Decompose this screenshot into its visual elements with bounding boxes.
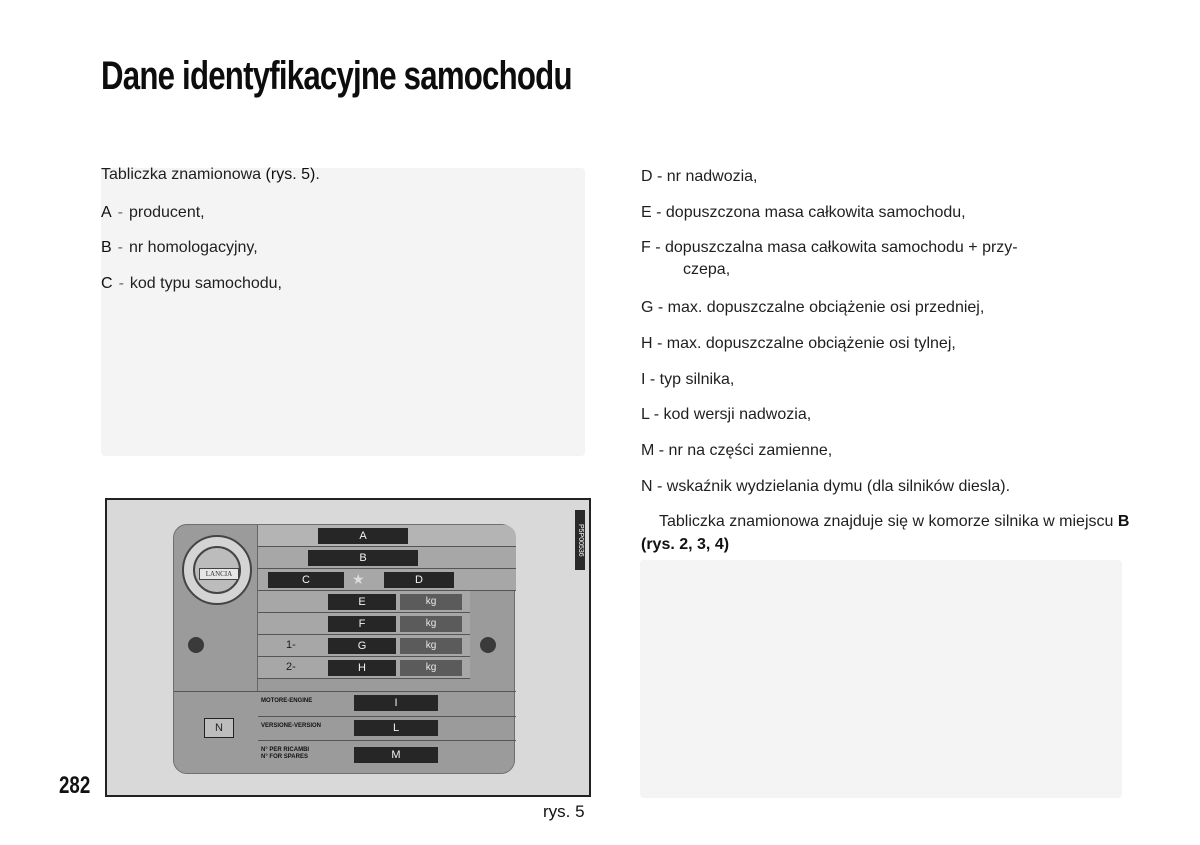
item-text: nr nadwozia,: [666, 168, 758, 185]
kg-unit: kg: [400, 594, 462, 610]
list-item-n: N - wskaźnik wydzielania dymu (dla silników diesla).: [641, 478, 1011, 495]
note-figure-ref: B (rys. 2, 3, 4): [641, 513, 1130, 553]
item-text: kod typu samochodu,: [129, 275, 282, 292]
item-text: nr na części zamienne,: [668, 442, 833, 459]
list-item-h: H - max. dopuszczalne obciążenie osi tylnej,: [641, 335, 956, 352]
plate-row-f: [258, 613, 470, 635]
list-item-a: A - producent,: [101, 204, 205, 221]
screw-icon: [188, 637, 204, 653]
plate-row-c-d: [258, 569, 516, 591]
item-text: typ silnika,: [659, 371, 735, 388]
figure-code: P5P00536: [575, 510, 585, 570]
item-text: max. dopuszczalne obciążenie osi tylnej,: [666, 335, 956, 352]
list-item-f: F - dopuszczalna masa całkowita samochodu + przy- czepa,: [641, 237, 1131, 281]
plate-field-h: H: [328, 660, 396, 676]
engine-label: MOTORE-ENGINE: [261, 698, 313, 704]
item-text: nr homologacyjny,: [129, 239, 258, 256]
page-number: 282: [59, 772, 91, 799]
kg-unit: kg: [400, 660, 462, 676]
item-letter: C: [101, 275, 113, 292]
list-item-e: E - dopuszczona masa całkowita samochodu,: [641, 204, 966, 221]
intro-text: [101, 166, 320, 184]
plate-row-g: [258, 635, 470, 657]
plate-field-n: N: [204, 718, 234, 738]
plate-field-c: C: [268, 572, 344, 588]
plate-logo-area: [174, 525, 258, 691]
star-icon: ★: [352, 571, 365, 587]
plate-row-engine: [258, 692, 516, 714]
list-item-d: D - nr nadwozia,: [641, 168, 758, 185]
intro-end: .: [315, 166, 320, 183]
plate-row-e: [258, 591, 470, 613]
list-item-c: C - kod typu samochodu,: [101, 275, 282, 292]
intro-label: Tabliczka znamionowa: [101, 166, 266, 183]
list-item-g: G - max. dopuszczalne obciążenie osi przedniej,: [641, 299, 985, 316]
axle-1-label: 1-: [286, 639, 296, 651]
plate-field-m: M: [354, 747, 438, 763]
list-item-l: L - kod wersji nadwozia,: [641, 406, 812, 423]
plate-row-spares: [258, 740, 516, 770]
plate-row-b: [258, 547, 516, 569]
item-text: kod wersji nadwozia,: [663, 406, 812, 423]
item-text-continued: czepa,: [683, 261, 731, 278]
bleed-through-right: [640, 560, 1122, 798]
figure-caption: rys. 5: [543, 802, 585, 821]
plate-field-a: A: [318, 528, 408, 544]
list-item-m: M - nr na części zamienne,: [641, 442, 833, 459]
item-letter: A: [101, 204, 112, 221]
version-label: VERSIONE-VERSION: [261, 723, 322, 729]
identification-plate-figure: [105, 498, 591, 797]
item-text: dopuszczona masa całkowita samochodu,: [665, 204, 966, 221]
identification-plate: [173, 524, 515, 774]
item-text: dopuszczalna masa całkowita samochodu + przy-: [665, 239, 1018, 256]
list-item-b: B - nr homologacyjny,: [101, 239, 258, 256]
screw-icon: [480, 637, 496, 653]
note-text: Tabliczka znamionowa znajduje się w komorze silnika w miejscu: [659, 513, 1118, 530]
lancia-logo-icon: [182, 535, 252, 605]
item-text: wskaźnik wydzielania dymu (dla silników diesla).: [666, 478, 1011, 495]
kg-unit: kg: [400, 616, 462, 632]
list-item-i: I - typ silnika,: [641, 371, 735, 388]
item-letter: B: [101, 239, 112, 256]
plate-field-d: D: [384, 572, 454, 588]
plate-lower-section: [174, 691, 516, 775]
item-text: producent,: [129, 204, 205, 221]
spares-label: N° PER RICAMBI N° FOR SPARES: [261, 747, 310, 760]
plate-row-version: [258, 716, 516, 738]
kg-unit: kg: [400, 638, 462, 654]
plate-row-h: [258, 657, 470, 679]
logo-text: LANCIA: [199, 568, 239, 580]
intro-figure-ref: (rys. 5): [265, 166, 316, 183]
plate-field-e: E: [328, 594, 396, 610]
location-note: [641, 510, 1131, 556]
plate-field-b: B: [308, 550, 418, 566]
plate-field-g: G: [328, 638, 396, 654]
item-text: max. dopuszczalne obciążenie osi przedniej,: [667, 299, 985, 316]
plate-field-l: L: [354, 720, 438, 736]
plate-row-a: [258, 525, 516, 547]
plate-field-f: F: [328, 616, 396, 632]
page-title: Dane identyfikacyjne samochodu: [101, 54, 572, 98]
axle-2-label: 2-: [286, 661, 296, 673]
plate-field-i: I: [354, 695, 438, 711]
